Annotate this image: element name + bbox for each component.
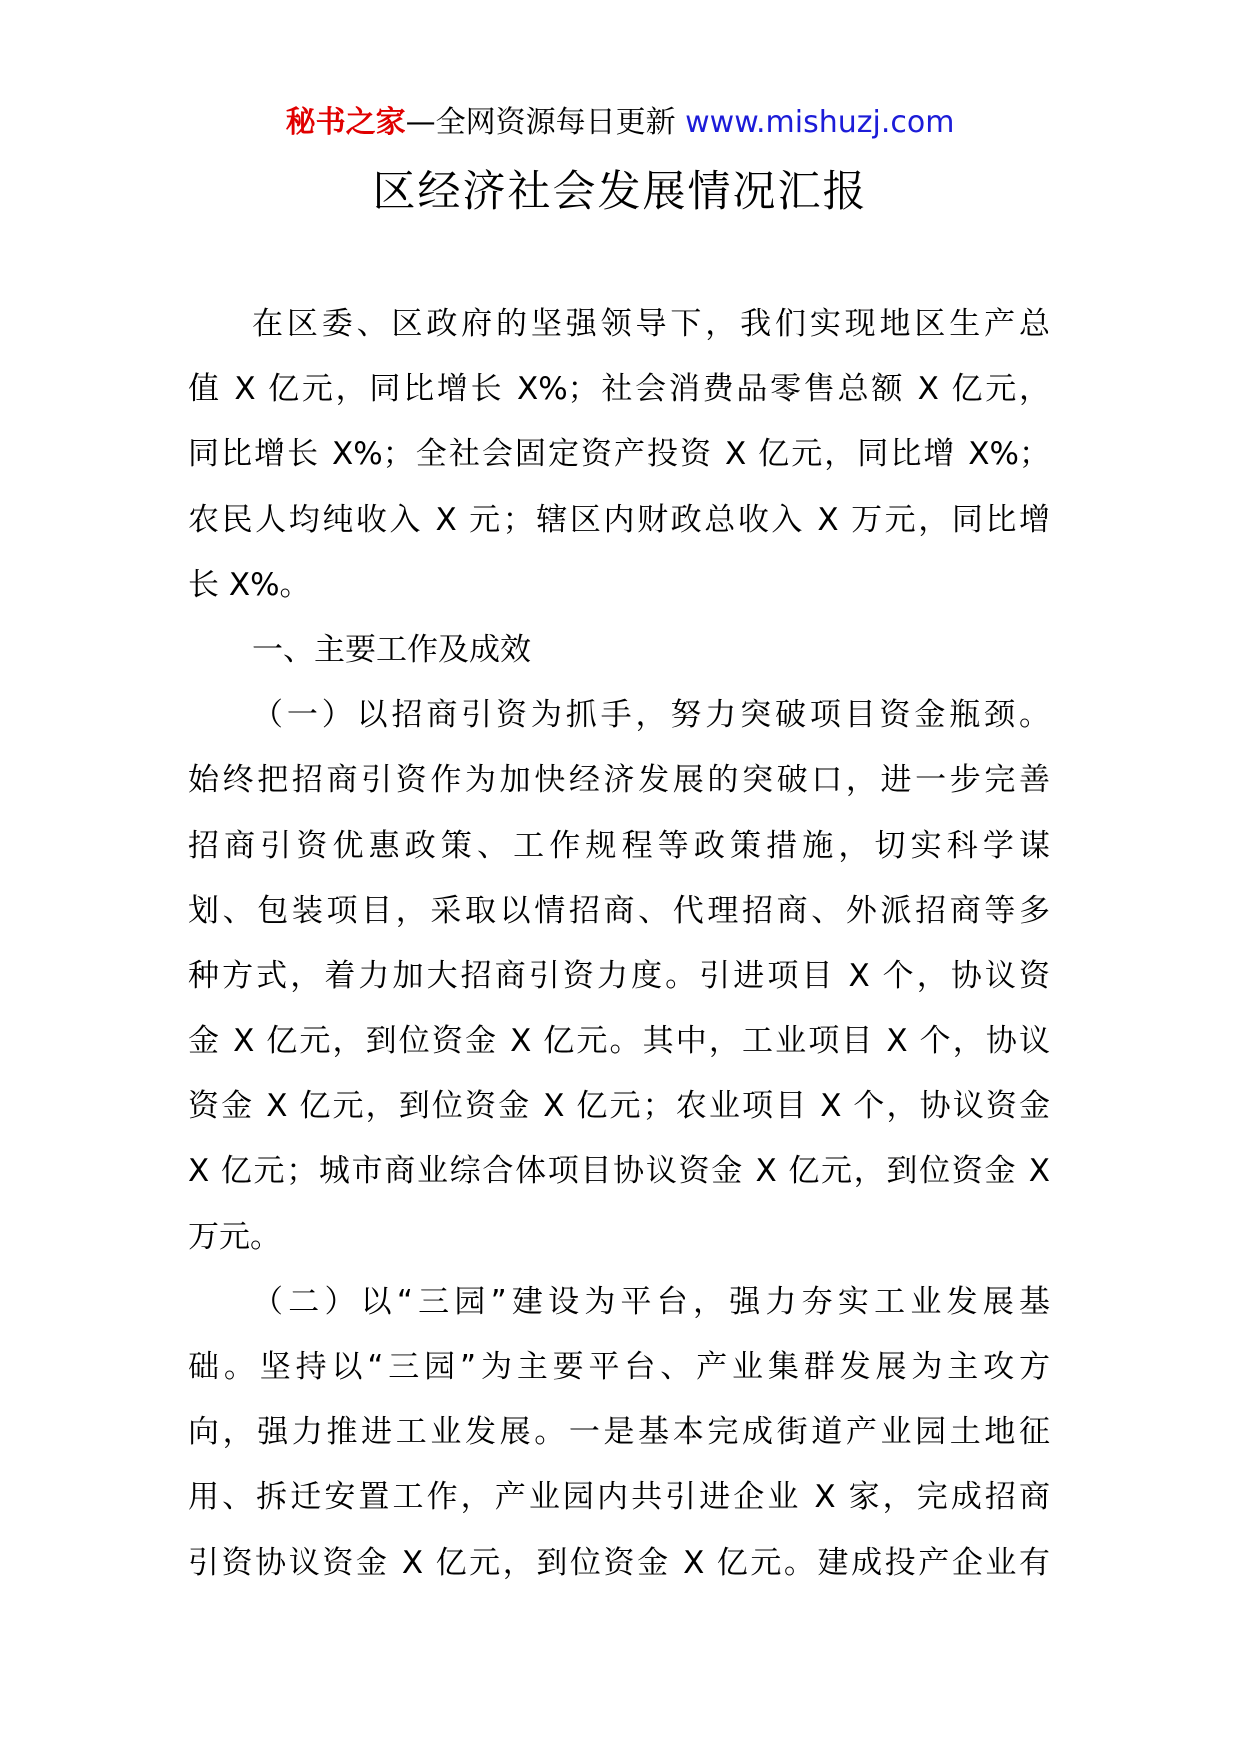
text-line: 金 X 亿元，到位资金 X 亿元。其中，工业项目 X 个，协议: [188, 1023, 1050, 1060]
text-line: 值 X 亿元，同比增长 X%；社会消费品零售总额 X 亿元，: [188, 371, 1050, 408]
text-line: 资金 X 亿元，到位资金 X 亿元；农业项目 X 个，协议资金: [188, 1088, 1050, 1125]
text-line: 万元。: [188, 1218, 281, 1255]
site-url-link[interactable]: www.mishuzj.com: [685, 105, 955, 140]
watermark-header: [0, 100, 1240, 146]
text-line: 种方式，着力加大招商引资力度。引进项目 X 个，协议资: [188, 957, 1050, 994]
text-line: 长 X%。: [188, 566, 311, 603]
text-line: 在区委、区政府的坚强领导下，我们实现地区生产总: [252, 306, 1050, 342]
text-line: X 亿元；城市商业综合体项目协议资金 X 亿元，到位资金 X: [188, 1153, 1050, 1190]
text-line: 招商引资优惠政策、工作规程等政策措施，切实科学谋: [188, 827, 1050, 864]
text-line: （二）以“三园”建设为平台，强力夯实工业发展基: [252, 1283, 1050, 1320]
text-line: 用、拆迁安置工作，产业园内共引进企业 X 家，完成招商: [188, 1479, 1050, 1516]
document-body: [188, 292, 1050, 1596]
text-line: 同比增长 X%；全社会固定资产投资 X 亿元，同比增 X%；: [188, 436, 1050, 473]
document-title: 区经济社会发展情况汇报: [372, 167, 868, 217]
text-line: 划、包装项目，采取以情招商、代理招商、外派招商等多: [188, 892, 1050, 929]
text-line: 向，强力推进工业发展。一是基本完成街道产业园土地征: [188, 1414, 1050, 1451]
text-line: 础。坚持以“三园”为主要平台、产业集群发展为主攻方: [188, 1349, 1050, 1385]
text-line: 始终把招商引资作为加快经济发展的突破口，进一步完善: [188, 762, 1050, 799]
site-name: 秘书之家: [285, 105, 406, 140]
text-line: 一、主要工作及成效: [252, 631, 531, 668]
text-line: （一）以招商引资为抓手，努力突破项目资金瓶颈。: [252, 697, 1050, 734]
text-line: 农民人均纯收入 X 元；辖区内财政总收入 X 万元，同比增: [188, 501, 1050, 538]
text-line: 引资协议资金 X 亿元，到位资金 X 亿元。建成投产企业有: [188, 1544, 1050, 1581]
site-slogan: —全网资源每日更新: [405, 105, 676, 140]
